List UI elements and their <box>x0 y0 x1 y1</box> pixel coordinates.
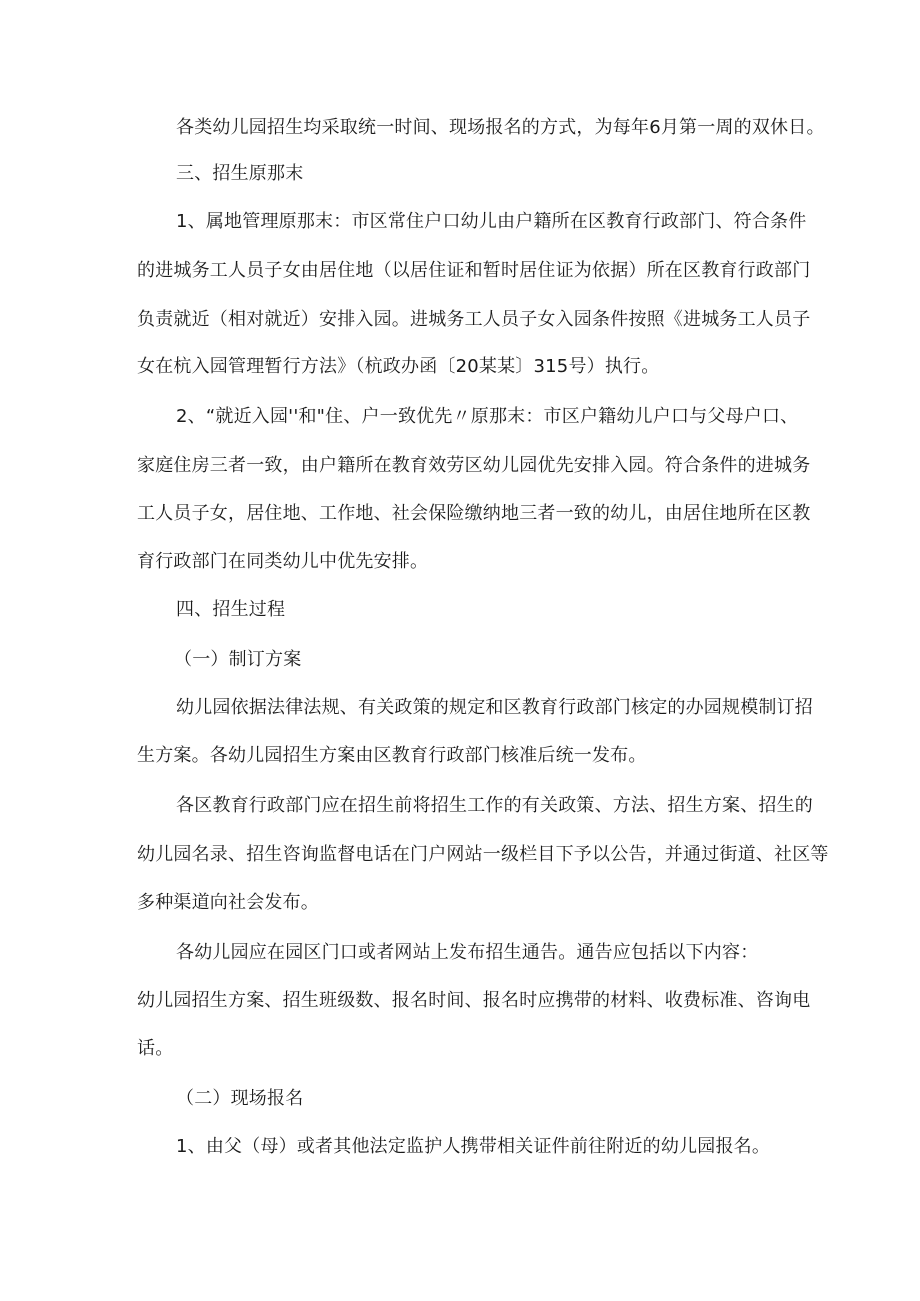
principle-2-line-1: 2、“就近入园''和"住、户一致优先〃原那末：市区户籍幼儿户口与父母户口、 <box>176 406 799 427</box>
principle-2-line-4: 育行政部门在同类幼儿中优先安排。 <box>137 551 429 572</box>
plan-paragraph-line-1: 幼儿园依据法律法规、有关政策的规定和区教育行政部门核定的办园规模制订招 <box>176 697 813 718</box>
plan-paragraph-line-2: 生方案。各幼儿园招生方案由区教育行政部门核准后统一发布。 <box>137 745 647 766</box>
announce-paragraph-line-3: 多种渠道向社会发布。 <box>137 892 319 913</box>
section-heading-principles: 三、招生原那末 <box>176 163 304 184</box>
principle-2-line-2: 家庭住房三者一致，由户籍所在教育效劳区幼儿园优先安排入园。符合条件的进城务 <box>137 455 811 476</box>
section-heading-process: 四、招生过程 <box>176 599 286 620</box>
notice-paragraph-line-1: 各幼儿园应在园区门口或者网站上发布招生通告。通告应包括以下内容： <box>176 942 759 963</box>
subheading-make-plan: （一）制订方案 <box>174 649 302 670</box>
principle-1-line-4: 女在杭入园管理暂行方法》（杭政办函〔20某某〕315号）执行。 <box>137 356 660 377</box>
announce-paragraph-line-2: 幼儿园名录、招生咨询监督电话在门户网站一级栏目下予以公告，并通过街道、社区等 <box>137 844 829 865</box>
principle-1-line-1: 1、属地管理原那末：市区常住户口幼儿由户籍所在区教育行政部门、符合条件 <box>176 211 807 232</box>
announce-paragraph-line-1: 各区教育行政部门应在招生前将招生工作的有关政策、方法、招生方案、招生的 <box>176 795 813 816</box>
principle-1-line-2: 的进城务工人员子女由居住地（以居住证和暂时居住证为依据）所在区教育行政部门 <box>137 260 811 281</box>
notice-paragraph-line-2: 幼儿园招生方案、招生班级数、报名时间、报名时应携带的材料、收费标准、咨询电 <box>137 990 811 1011</box>
paragraph-admission-time: 各类幼儿园招生均采取统一时间、现场报名的方式，为每年6月第一周的双休日。 <box>176 117 825 138</box>
subheading-onsite-registration: （二）现场报名 <box>176 1088 304 1109</box>
registration-item-1: 1、由父（母）或者其他法定监护人携带相关证件前往附近的幼儿园报名。 <box>176 1136 771 1157</box>
principle-1-line-3: 负责就近（相对就近）安排入园。进城务工人员子女入园条件按照《进城务工人员子 <box>137 309 811 330</box>
notice-paragraph-line-3: 话。 <box>137 1038 174 1059</box>
principle-2-line-3: 工人员子女，居住地、工作地、社会保险缴纳地三者一致的幼儿，由居住地所在区教 <box>137 503 811 524</box>
